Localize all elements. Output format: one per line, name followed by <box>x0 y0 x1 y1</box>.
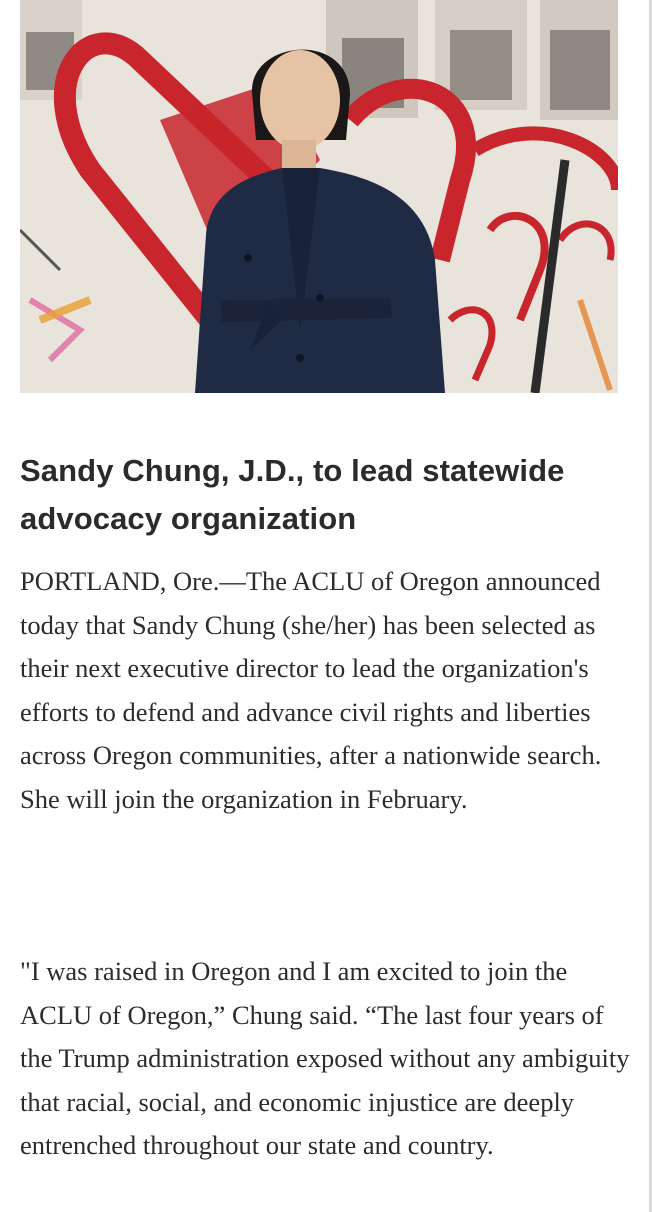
portrait-illustration <box>20 0 618 393</box>
article-paragraph-1: PORTLAND, Ore.—The ACLU of Oregon announced today that Sandy Chung (she/her) has been selected as their next executive director to lead the organization's efforts to defend and advance civil rights and liberties across Oregon communities, after a nationwide search. She will join the organization in February. <box>20 566 602 814</box>
article-paragraph-2: "I was raised in Oregon and I am excited to join the ACLU of Oregon,” Chung said. “The last four years of the Trump administration exposed without any ambiguity that racial, social, and economic injustice are deeply entrenched throughout our state and country. <box>20 956 630 1161</box>
article-headline: Sandy Chung, J.D., to lead statewide advocacy organization <box>20 453 565 536</box>
article-photo <box>20 0 618 393</box>
